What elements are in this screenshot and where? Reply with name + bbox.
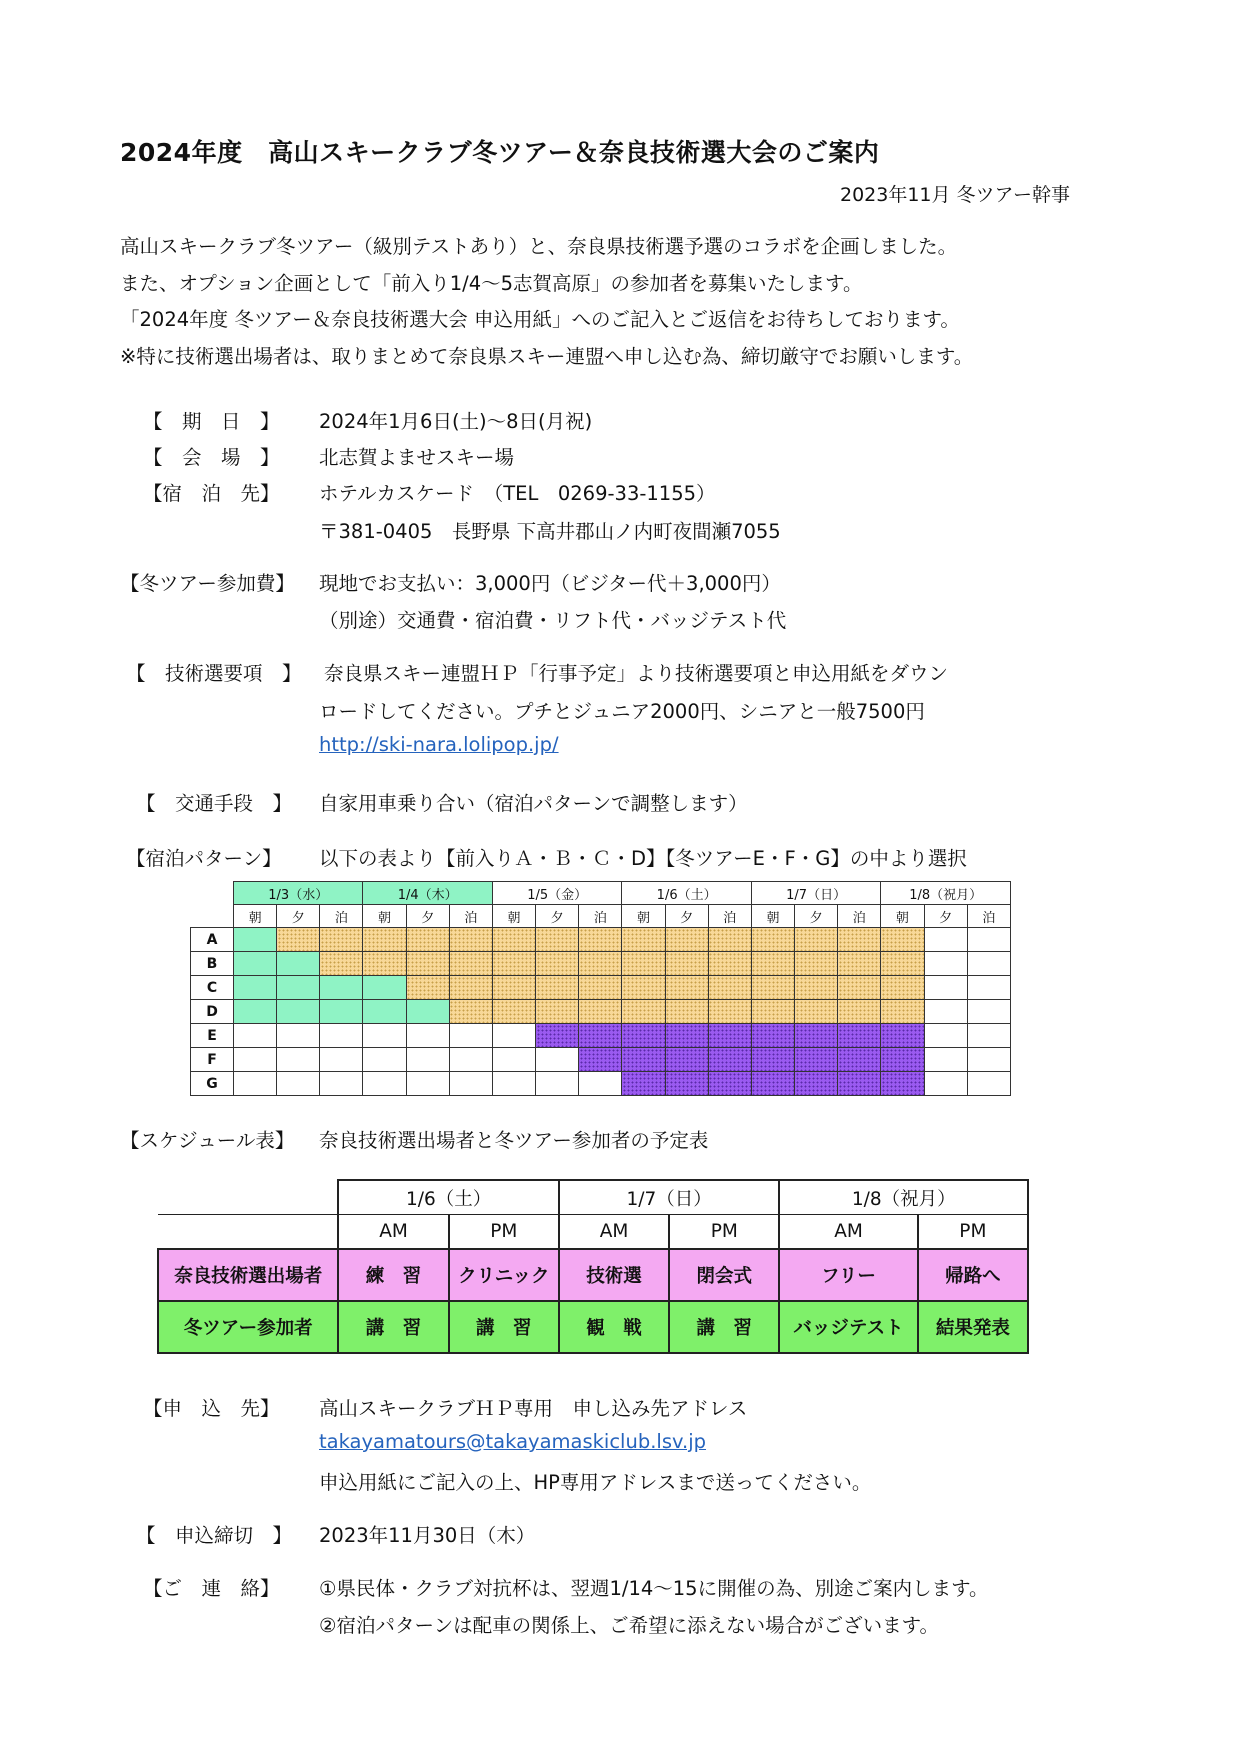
pattern-cell	[967, 952, 1010, 976]
pattern-cell	[406, 928, 449, 952]
pattern-cell	[536, 1048, 579, 1072]
schedule-slot: PM	[918, 1215, 1028, 1250]
pattern-cell	[622, 976, 665, 1000]
slot-morning: 朝	[881, 905, 924, 928]
pattern-cell	[967, 1024, 1010, 1048]
pattern-cell	[536, 952, 579, 976]
pattern-cell	[708, 1072, 751, 1096]
pattern-cell	[406, 1072, 449, 1096]
pattern-cell	[924, 976, 967, 1000]
pattern-cell	[622, 1072, 665, 1096]
pattern-cell	[277, 952, 320, 976]
schedule-cell: 講 習	[449, 1301, 559, 1353]
pattern-cell	[320, 1024, 363, 1048]
apply-label: 【申 込 先】	[143, 1397, 280, 1420]
apply-note: 申込用紙にご記入の上、HP専用アドレスまで送ってください。	[319, 1471, 872, 1494]
pattern-day-header: 1/5（金）	[492, 882, 621, 905]
guidelines-value: 奈良県スキー連盟ＨＰ「行事予定」より技術選要項と申込用紙をダウン	[324, 662, 949, 685]
pattern-cell	[881, 1000, 924, 1024]
date-value: 2024年1月6日(土)〜8日(月祝)	[319, 410, 593, 433]
pattern-cell	[449, 928, 492, 952]
pattern-row-label: D	[191, 1000, 234, 1024]
pattern-cell	[967, 976, 1010, 1000]
venue-label: 【 会 場 】	[143, 446, 280, 469]
lodging-value: ホテルカスケード （TEL 0269-33-1155）	[319, 482, 716, 505]
contact-note-2: ②宿泊パターンは配車の関係上、ご希望に添えない場合がございます。	[319, 1614, 940, 1637]
schedule-slot: AM	[559, 1215, 669, 1250]
pattern-cell	[492, 976, 535, 1000]
pattern-cell	[708, 952, 751, 976]
lodging-label: 【宿 泊 先】	[143, 482, 280, 505]
schedule-slot: PM	[669, 1215, 779, 1250]
pattern-cell	[492, 1072, 535, 1096]
schedule-day-header: 1/8（祝月）	[779, 1180, 1028, 1215]
intro-line: ※特に技術選出場者は、取りまとめて奈良県スキー連盟へ申し込む為、締切厳守でお願いします。	[120, 344, 974, 368]
pattern-cell	[622, 1024, 665, 1048]
schedule-cell: バッジテスト	[779, 1301, 917, 1353]
pattern-cell	[406, 1000, 449, 1024]
slot-morning: 朝	[234, 905, 277, 928]
pattern-body	[191, 928, 1011, 1096]
pattern-cell	[708, 1024, 751, 1048]
pattern-cell	[838, 976, 881, 1000]
pattern-cell	[795, 1072, 838, 1096]
pattern-cell	[665, 1072, 708, 1096]
slot-night: 泊	[320, 905, 363, 928]
pattern-day-header: 1/3（水）	[234, 882, 363, 905]
pattern-cell	[449, 1000, 492, 1024]
contact-note-1: ①県民体・クラブ対抗杯は、翌週1/14〜15に開催の為、別途ご案内します。	[319, 1577, 989, 1600]
pattern-cell	[234, 1024, 277, 1048]
pattern-cell	[751, 1048, 794, 1072]
schedule-cell: 技術選	[559, 1249, 669, 1301]
schedule-day-header: 1/7（日）	[559, 1180, 780, 1215]
schedule-cell: 講 習	[338, 1301, 448, 1353]
deadline-value: 2023年11月30日（木）	[319, 1524, 536, 1547]
pattern-row	[191, 1072, 1011, 1096]
pattern-cell	[838, 1024, 881, 1048]
pattern-cell	[622, 952, 665, 976]
pattern-cell	[924, 1000, 967, 1024]
slot-evening: 夕	[536, 905, 579, 928]
schedule-value: 奈良技術選出場者と冬ツアー参加者の予定表	[319, 1129, 709, 1152]
pattern-cell	[751, 976, 794, 1000]
pattern-cell	[795, 976, 838, 1000]
pattern-cell	[234, 928, 277, 952]
pattern-cell	[363, 928, 406, 952]
pattern-cell	[277, 1000, 320, 1024]
pattern-row-label: G	[191, 1072, 234, 1096]
guidelines-link[interactable]: http://ski-nara.lolipop.jp/	[319, 733, 559, 756]
slot-evening: 夕	[406, 905, 449, 928]
apply-value: 高山スキークラブＨＰ専用 申し込み先アドレス	[319, 1397, 748, 1420]
pattern-cell	[406, 976, 449, 1000]
schedule-cell: 結果発表	[918, 1301, 1028, 1353]
pattern-cell	[708, 1000, 751, 1024]
schedule-row-tour	[158, 1301, 1028, 1353]
pattern-row	[191, 976, 1011, 1000]
pattern-day-header: 1/8（祝月）	[881, 882, 1011, 905]
pattern-cell	[536, 976, 579, 1000]
fee-label: 【冬ツアー参加費】	[120, 572, 295, 595]
pattern-row	[191, 952, 1011, 976]
pattern-cell	[665, 1024, 708, 1048]
schedule-slot: PM	[449, 1215, 559, 1250]
pattern-cell	[449, 952, 492, 976]
pattern-cell	[492, 952, 535, 976]
pattern-cell	[363, 952, 406, 976]
slot-night: 泊	[449, 905, 492, 928]
pattern-cell	[622, 1000, 665, 1024]
slot-morning: 朝	[622, 905, 665, 928]
pattern-row-label: A	[191, 928, 234, 952]
slot-evening: 夕	[277, 905, 320, 928]
pattern-cell	[320, 952, 363, 976]
pattern-cell	[665, 928, 708, 952]
pattern-label: 【宿泊パターン】	[126, 847, 282, 870]
pattern-cell	[579, 1072, 622, 1096]
pattern-cell	[406, 1048, 449, 1072]
pattern-cell	[536, 1072, 579, 1096]
pattern-cell	[449, 1048, 492, 1072]
intro-line: 「2024年度 冬ツアー＆奈良技術選大会 申込用紙」へのご記入とご返信をお待ちしております。	[120, 308, 960, 331]
pattern-cell	[277, 928, 320, 952]
pattern-slot-row	[191, 905, 1011, 928]
pattern-cell	[277, 1024, 320, 1048]
pattern-cell	[751, 1024, 794, 1048]
schedule-cell: 帰路へ	[918, 1249, 1028, 1301]
pattern-cell	[967, 928, 1010, 952]
slot-evening: 夕	[924, 905, 967, 928]
pattern-cell	[751, 928, 794, 952]
pattern-cell	[967, 1072, 1010, 1096]
pattern-cell	[363, 1072, 406, 1096]
pattern-cell	[363, 1048, 406, 1072]
schedule-slot: AM	[779, 1215, 917, 1250]
pattern-cell	[795, 928, 838, 952]
pattern-cell	[536, 1024, 579, 1048]
pattern-cell	[363, 1000, 406, 1024]
intro-paragraph	[120, 229, 973, 375]
pattern-cell	[579, 1000, 622, 1024]
pattern-cell	[881, 1024, 924, 1048]
page-title: 2024年度 高山スキークラブ冬ツアー＆奈良技術選大会のご案内	[120, 138, 880, 167]
pattern-cell	[751, 1000, 794, 1024]
pattern-cell	[234, 1048, 277, 1072]
pattern-cell	[665, 952, 708, 976]
pattern-cell	[536, 1000, 579, 1024]
pattern-cell	[320, 1072, 363, 1096]
pattern-cell	[751, 952, 794, 976]
pattern-cell	[881, 928, 924, 952]
pattern-cell	[967, 1048, 1010, 1072]
pattern-cell	[967, 1000, 1010, 1024]
pattern-cell	[492, 1048, 535, 1072]
pattern-cell	[838, 928, 881, 952]
pattern-cell	[320, 1048, 363, 1072]
pattern-cell	[449, 1072, 492, 1096]
pattern-cell	[881, 1072, 924, 1096]
schedule-slot: AM	[338, 1215, 448, 1250]
slot-morning: 朝	[492, 905, 535, 928]
pattern-row	[191, 928, 1011, 952]
pattern-cell	[924, 952, 967, 976]
pattern-row	[191, 1048, 1011, 1072]
schedule-cell: 閉会式	[669, 1249, 779, 1301]
schedule-table	[157, 1179, 1029, 1354]
date-label: 【 期 日 】	[143, 410, 280, 433]
pattern-cell	[881, 1048, 924, 1072]
guidelines-value-2: ロードしてください。プチとジュニア2000円、シニアと一般7500円	[319, 700, 925, 723]
slot-night: 泊	[838, 905, 881, 928]
pattern-cell	[924, 1024, 967, 1048]
apply-email-link[interactable]: takayamatours@takayamaskiclub.lsv.jp	[319, 1430, 707, 1453]
pattern-cell	[320, 1000, 363, 1024]
fee-extra: （別途）交通費・宿泊費・リフト代・バッジテスト代	[319, 609, 787, 632]
slot-night: 泊	[967, 905, 1010, 928]
slot-evening: 夕	[665, 905, 708, 928]
pattern-cell	[881, 952, 924, 976]
pattern-cell	[665, 1000, 708, 1024]
schedule-cell: 講 習	[669, 1301, 779, 1353]
pattern-cell	[579, 928, 622, 952]
pattern-day-header: 1/7（日）	[751, 882, 880, 905]
pattern-cell	[492, 1024, 535, 1048]
pattern-cell	[924, 1072, 967, 1096]
pattern-cell	[363, 1024, 406, 1048]
pattern-cell	[320, 928, 363, 952]
lodging-address: 〒381-0405 長野県 下高井郡山ノ内町夜間瀬7055	[319, 520, 781, 543]
intro-line: 高山スキークラブ冬ツアー（級別テストあり）と、奈良県技術選予選のコラボを企画しました。	[120, 235, 958, 258]
pattern-cell	[579, 952, 622, 976]
pattern-cell	[838, 952, 881, 976]
pattern-cell	[795, 952, 838, 976]
schedule-cell: フリー	[779, 1249, 917, 1301]
slot-morning: 朝	[363, 905, 406, 928]
slot-night: 泊	[708, 905, 751, 928]
pattern-day-row	[191, 882, 1011, 905]
pattern-cell	[665, 1048, 708, 1072]
pattern-cell	[708, 976, 751, 1000]
pattern-cell	[838, 1072, 881, 1096]
pattern-cell	[406, 1024, 449, 1048]
schedule-row-competitors	[158, 1249, 1028, 1301]
pattern-cell	[277, 976, 320, 1000]
schedule-cell: 観 戦	[559, 1301, 669, 1353]
schedule-label: 【スケジュール表】	[120, 1129, 295, 1152]
lodging-pattern-table	[190, 881, 1011, 1096]
pattern-cell	[924, 1048, 967, 1072]
schedule-row-label: 冬ツアー参加者	[158, 1301, 338, 1353]
slot-morning: 朝	[751, 905, 794, 928]
pattern-day-header: 1/4（木）	[363, 882, 492, 905]
transport-value: 自家用車乗り合い（宿泊パターンで調整します）	[319, 792, 748, 815]
transport-label: 【 交通手段 】	[136, 792, 293, 815]
pattern-cell	[234, 952, 277, 976]
fee-value: 現地でお支払い：3,000円（ビジター代＋3,000円）	[319, 572, 781, 595]
pattern-day-header: 1/6（土）	[622, 882, 751, 905]
pattern-cell	[234, 976, 277, 1000]
pattern-cell	[795, 1048, 838, 1072]
pattern-cell	[751, 1072, 794, 1096]
pattern-cell	[579, 1048, 622, 1072]
pattern-cell	[881, 976, 924, 1000]
pattern-cell	[406, 952, 449, 976]
pattern-cell	[708, 928, 751, 952]
author-line: 2023年11月 冬ツアー幹事	[839, 184, 1070, 206]
pattern-cell	[838, 1048, 881, 1072]
pattern-cell	[536, 928, 579, 952]
schedule-day-header: 1/6（土）	[338, 1180, 559, 1215]
pattern-row-label: C	[191, 976, 234, 1000]
pattern-row-label: E	[191, 1024, 234, 1048]
slot-evening: 夕	[795, 905, 838, 928]
pattern-cell	[363, 976, 406, 1000]
pattern-cell	[492, 928, 535, 952]
pattern-cell	[449, 1024, 492, 1048]
schedule-cell: 練 習	[338, 1249, 448, 1301]
pattern-cell	[665, 976, 708, 1000]
pattern-cell	[622, 1048, 665, 1072]
pattern-value: 以下の表より【前入りＡ・Ｂ・Ｃ・D】【冬ツアーE・F・G】の中より選択	[319, 847, 967, 870]
slot-night: 泊	[579, 905, 622, 928]
guidelines-label: 【 技術選要項 】	[126, 662, 302, 685]
pattern-cell	[579, 976, 622, 1000]
intro-line: また、オプション企画として「前入り1/4〜5志賀高原」の参加者を募集いたします。	[120, 271, 863, 295]
contact-label: 【ご 連 絡】	[143, 1577, 280, 1600]
pattern-cell	[492, 1000, 535, 1024]
pattern-cell	[622, 928, 665, 952]
pattern-cell	[234, 1072, 277, 1096]
deadline-label: 【 申込締切 】	[136, 1524, 293, 1547]
schedule-cell: クリニック	[449, 1249, 559, 1301]
venue-value: 北志賀よませスキー場	[319, 446, 515, 469]
schedule-row-label: 奈良技術選出場者	[158, 1249, 338, 1301]
pattern-cell	[277, 1048, 320, 1072]
pattern-cell	[838, 1000, 881, 1024]
pattern-cell	[795, 1024, 838, 1048]
pattern-cell	[795, 1000, 838, 1024]
pattern-row	[191, 1024, 1011, 1048]
pattern-cell	[277, 1072, 320, 1096]
pattern-row	[191, 1000, 1011, 1024]
pattern-cell	[924, 928, 967, 952]
pattern-cell	[449, 976, 492, 1000]
pattern-row-label: F	[191, 1048, 234, 1072]
pattern-row-label: B	[191, 952, 234, 976]
pattern-cell	[234, 1000, 277, 1024]
pattern-cell	[320, 976, 363, 1000]
pattern-cell	[579, 1024, 622, 1048]
pattern-cell	[708, 1048, 751, 1072]
